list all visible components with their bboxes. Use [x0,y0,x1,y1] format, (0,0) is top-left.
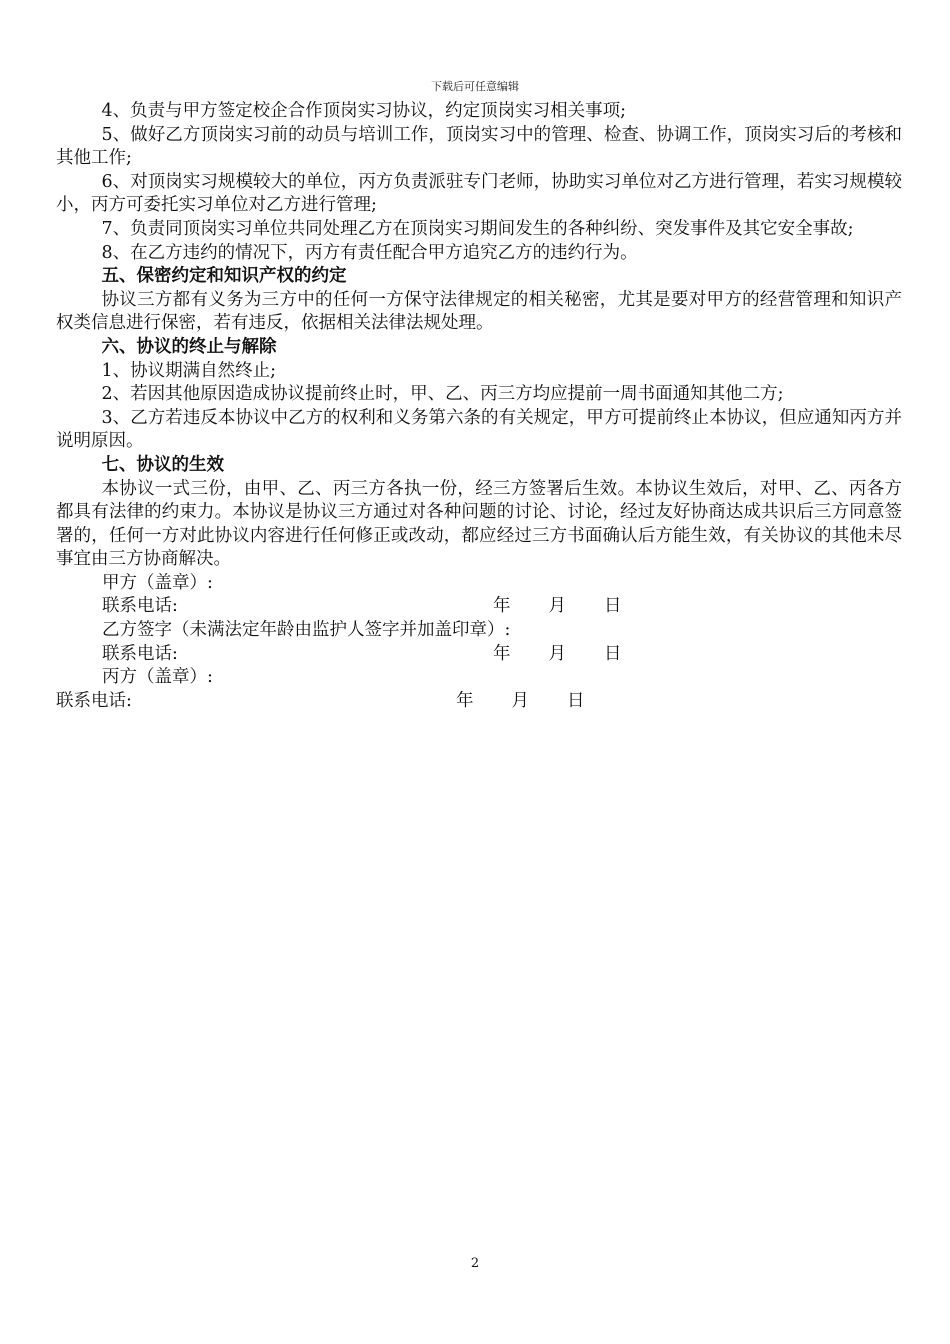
page-number: 2 [470,1256,480,1271]
day-label: 日 [604,596,622,617]
section-5-heading: 五、保密约定和知识产权的约定 [101,266,347,287]
year-label: 年 [493,643,511,664]
clause-8: 8、在乙方违约的情况下，丙方有责任配合甲方追究乙方的违约行为。 [101,242,638,263]
party-b-phone-line [56,643,902,667]
party-b-phone-label: 联系电话: [102,643,178,664]
day-label: 日 [567,690,585,711]
party-c-phone-label: 联系电话: [56,690,132,711]
party-a-phone-label: 联系电话: [102,596,178,617]
party-a-signature-line [56,572,902,596]
party-b-signature-line [56,619,902,643]
section-6-item-1: 1、协议期满自然终止; [101,360,277,381]
clause-5: 5、做好乙方顶岗实习前的动员与培训工作，顶岗实习中的管理、检查、协调工作，顶岗实习后的考核和其他工作; [56,124,902,169]
section-6-item-2: 2、若因其他原因造成协议提前终止时，甲、乙、丙三方均应提前一周书面通知其他二方; [101,384,784,405]
party-a-date [493,595,622,619]
clause-4: 4、负责与甲方签定校企合作顶岗实习协议，约定顶岗实习相关事项; [101,101,627,121]
party-a-label: 甲方（盖章）: [102,572,213,593]
party-c-phone-line [56,690,902,714]
month-label: 月 [511,690,529,711]
year-label: 年 [493,596,511,617]
party-c-date [456,690,585,714]
page-header: 下载后可任意编辑 [431,80,519,93]
party-a-phone-line [56,595,902,619]
clause-6: 6、对顶岗实习规模较大的单位，丙方负责派驻专门老师，协助实习单位对乙方进行管理，若实习规模较小，丙方可委托实习单位对乙方进行管理; [56,171,902,216]
month-label: 月 [548,596,566,617]
year-label: 年 [456,690,474,711]
party-b-label: 乙方签字（未满法定年龄由监护人签字并加盖印章）: [102,620,511,641]
section-7-heading: 七、协议的生效 [101,454,224,475]
section-6-heading: 六、协议的终止与解除 [101,336,277,357]
party-c-label: 丙方（盖章）: [102,667,213,688]
party-b-date [493,643,622,667]
day-label: 日 [604,643,622,664]
party-c-signature-line [56,666,902,690]
clause-7: 7、负责同顶岗实习单位共同处理乙方在顶岗实习期间发生的各种纠纷、突发事件及其它安全事故; [101,218,854,239]
document-body [56,100,902,713]
section-6-item-3: 3、乙方若违反本协议中乙方的权利和义务第六条的有关规定，甲方可提前终止本协议，但应通知丙方并说明原因。 [56,407,902,452]
section-7-text: 本协议一式三份，由甲、乙、丙三方各执一份，经三方签署后生效。本协议生效后，对甲、乙、丙各方都具有法律的约束力。本协议是协议三方通过对各种问题的讨论、讨论，经过友好协商达成共识后三方同意签署的，任何一方对此协议内容进行任何修正或改动，都应经过三方书面确认后方能生效，有关协议的其他未尽事宜由三方协商解决。 [56,478,902,570]
month-label: 月 [548,643,566,664]
section-5-text: 协议三方都有义务为三方中的任何一方保守法律规定的相关秘密，尤其是要对甲方的经营管理和知识产权类信息进行保密，若有违反，依据相关法律法规处理。 [56,289,902,334]
